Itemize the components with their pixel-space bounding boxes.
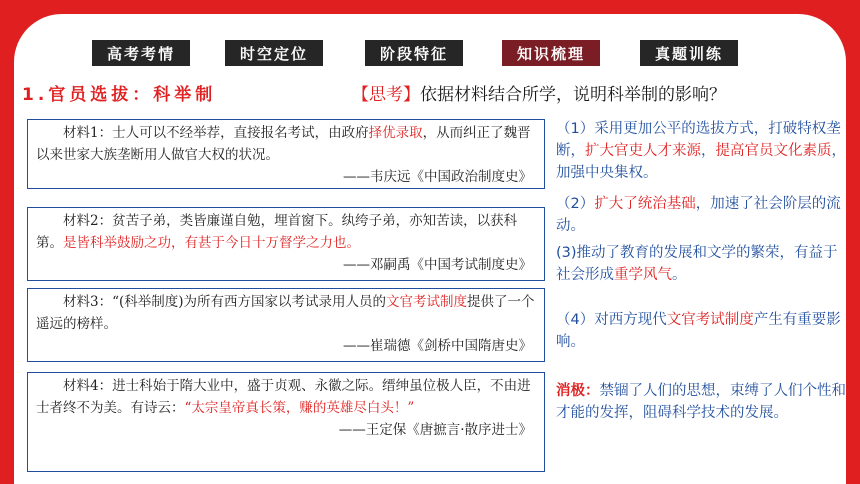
answer-2-part-2: ，加速了社会阶层的流动。 <box>556 196 841 234</box>
material-4-text <box>36 375 536 419</box>
material-1-highlight: 择优录取 <box>368 125 423 141</box>
answer-4-part-2: 产生有重要影响。 <box>556 312 841 350</box>
think-question <box>352 80 726 105</box>
material-2-source: ——邓嗣禹《中国考试制度史》 <box>343 257 532 273</box>
material-4-highlight: “太宗皇帝真长策，赚的英雄尽白头！” <box>184 400 415 416</box>
answer-1-highlight-2: 提高官员文化素质 <box>715 143 832 159</box>
tab-exam-practice[interactable]: 真题训练 <box>640 40 738 66</box>
tab-knowledge-review[interactable]: 知识梳理 <box>502 40 600 66</box>
answer-4-highlight: 文官考试制度 <box>666 312 754 328</box>
answer-1 <box>556 118 846 184</box>
tab-stage-features[interactable]: 阶段特征 <box>365 40 463 66</box>
answer-2-part-1: （2） <box>556 196 595 212</box>
tab-exam-overview[interactable]: 高考考情 <box>92 40 190 66</box>
material-3-highlight: 文官考试制度 <box>386 294 468 310</box>
material-4-source: ——王定保《唐摭言·散序进士》 <box>338 422 532 438</box>
negative-impact <box>556 380 846 424</box>
material-1-lead: 材料1：士人可以不经举荐，直接报名考试，由政府 <box>63 125 369 141</box>
negative-label: 消极： <box>556 383 600 399</box>
tab-timeline[interactable]: 时空定位 <box>225 40 323 66</box>
answer-2-highlight: 扩大了统治基础 <box>594 196 696 212</box>
answer-2 <box>556 193 846 237</box>
material-3-source: ——崔瑞德《剑桥中国隋唐史》 <box>343 338 532 354</box>
material-4-box <box>27 372 545 472</box>
section-title: 1.官员选拔：科举制 <box>22 85 217 105</box>
negative-text: 禁锢了人们的思想，束缚了人们个性和才能的发挥，阻碍科学技术的发展。 <box>556 383 846 421</box>
answer-3-part-2: 。 <box>672 267 687 283</box>
material-3-text <box>36 291 536 335</box>
answer-1-part-1: （1）采用更加公平的选拔方式，打破特权垄断， <box>556 121 841 159</box>
question-text: 依据材料结合所学，说明科举制的影响？ <box>420 85 726 105</box>
material-1-tail: ，从而纠正了魏晋以来世家大族垄断用人做官大权的状况。 <box>36 125 531 163</box>
answer-1-part-3: ，加强中央集权。 <box>556 143 846 181</box>
material-1-text <box>36 122 536 166</box>
answer-1-part-2: ， <box>701 143 716 159</box>
material-3-lead: 材料3：“(科举制度)为所有西方国家以考试录用人员的 <box>63 294 387 310</box>
material-2-highlight: 是皆科举鼓励之功，有甚于今日十万督学之力也。 <box>63 235 360 251</box>
material-1-source: ——韦庆远《中国政治制度史》 <box>343 169 532 185</box>
answer-3-highlight: 重学风气 <box>614 267 672 283</box>
material-2-box <box>27 207 545 281</box>
answer-3-part-1: (3)推动了教育的发展和文学的繁荣，有益于社会形成 <box>556 245 838 283</box>
material-3-tail: 提供了一个遥远的榜样。 <box>36 294 535 332</box>
material-4-lead: 材料4：进士科始于隋大业中，盛于贞观、永徽之际。缙绅虽位极人臣，不由进士者终不为美。有诗云： <box>36 378 531 416</box>
question-tag: 【思考】 <box>352 85 420 105</box>
answer-1-highlight-1: 扩大官吏人才来源 <box>585 143 701 159</box>
answer-3 <box>556 242 846 286</box>
material-1-box <box>27 119 545 189</box>
material-3-box <box>27 288 545 362</box>
answer-4 <box>556 309 846 353</box>
answer-4-part-1: （4）对西方现代 <box>556 312 667 328</box>
material-2-lead: 材料2：贫苦子弟，类皆廉谨自勉，埋首窗下。纨绔子弟，亦知苦读，以获科第。 <box>36 213 518 251</box>
material-2-text <box>36 210 536 254</box>
